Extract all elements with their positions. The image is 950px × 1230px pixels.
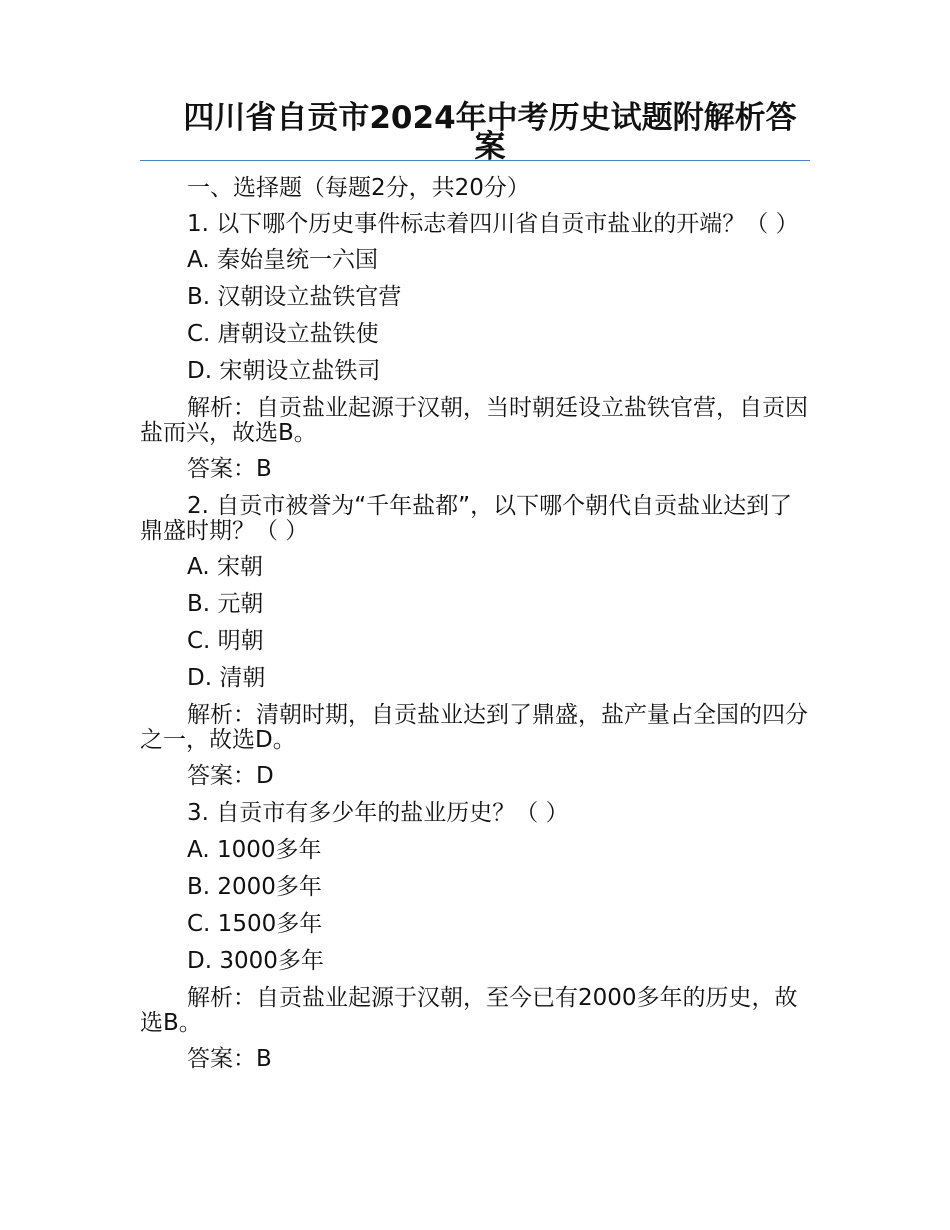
question-1-option-a: A. 秦始皇统一六国 [187, 247, 378, 273]
question-2-option-a: A. 宋朝 [187, 554, 263, 580]
document-body [140, 176, 812, 1084]
question-1-analysis: 解析：自贡盐业起源于汉朝，当时朝廷设立盐铁官营，自贡因盐而兴，故选B。 [140, 395, 808, 446]
question-3-option-c: C. 1500多年 [187, 911, 323, 937]
question-3-option-a: A. 1000多年 [187, 837, 322, 863]
question-1-answer: 答案：B [187, 456, 272, 482]
question-1-stem: 1. 以下哪个历史事件标志着四川省自贡市盐业的开端？（ ） [187, 211, 799, 237]
question-3-answer: 答案：B [187, 1046, 272, 1072]
question-1-option-d: D. 宋朝设立盐铁司 [187, 358, 381, 384]
question-2-option-d: D. 清朝 [187, 665, 266, 691]
question-3-option-d: D. 3000多年 [187, 948, 324, 974]
question-2-stem: 2. 自贡市被誉为“千年盐都”，以下哪个朝代自贡盐业达到了鼎盛时期？（ ） [140, 493, 793, 544]
question-2-analysis: 解析：清朝时期，自贡盐业达到了鼎盛，盐产量占全国的四分之一，故选D。 [140, 702, 808, 753]
question-2-answer: 答案：D [187, 763, 274, 789]
question-3-option-b: B. 2000多年 [187, 874, 322, 900]
section-heading: 一、选择题（每题2分，共20分） [187, 175, 530, 201]
document-title: 四川省自贡市2024年中考历史试题附解析答案 [183, 100, 797, 165]
question-1-option-c: C. 唐朝设立盐铁使 [187, 321, 379, 347]
question-3-analysis: 解析：自贡盐业起源于汉朝，至今已有2000多年的历史，故选B。 [140, 985, 798, 1036]
question-1-option-b: B. 汉朝设立盐铁官营 [187, 284, 402, 310]
question-2-option-b: B. 元朝 [187, 591, 264, 617]
title-block [140, 100, 810, 165]
title-underline [140, 160, 810, 161]
question-3-stem: 3. 自贡市有多少年的盐业历史？（ ） [187, 800, 569, 826]
question-2-option-c: C. 明朝 [187, 628, 264, 654]
